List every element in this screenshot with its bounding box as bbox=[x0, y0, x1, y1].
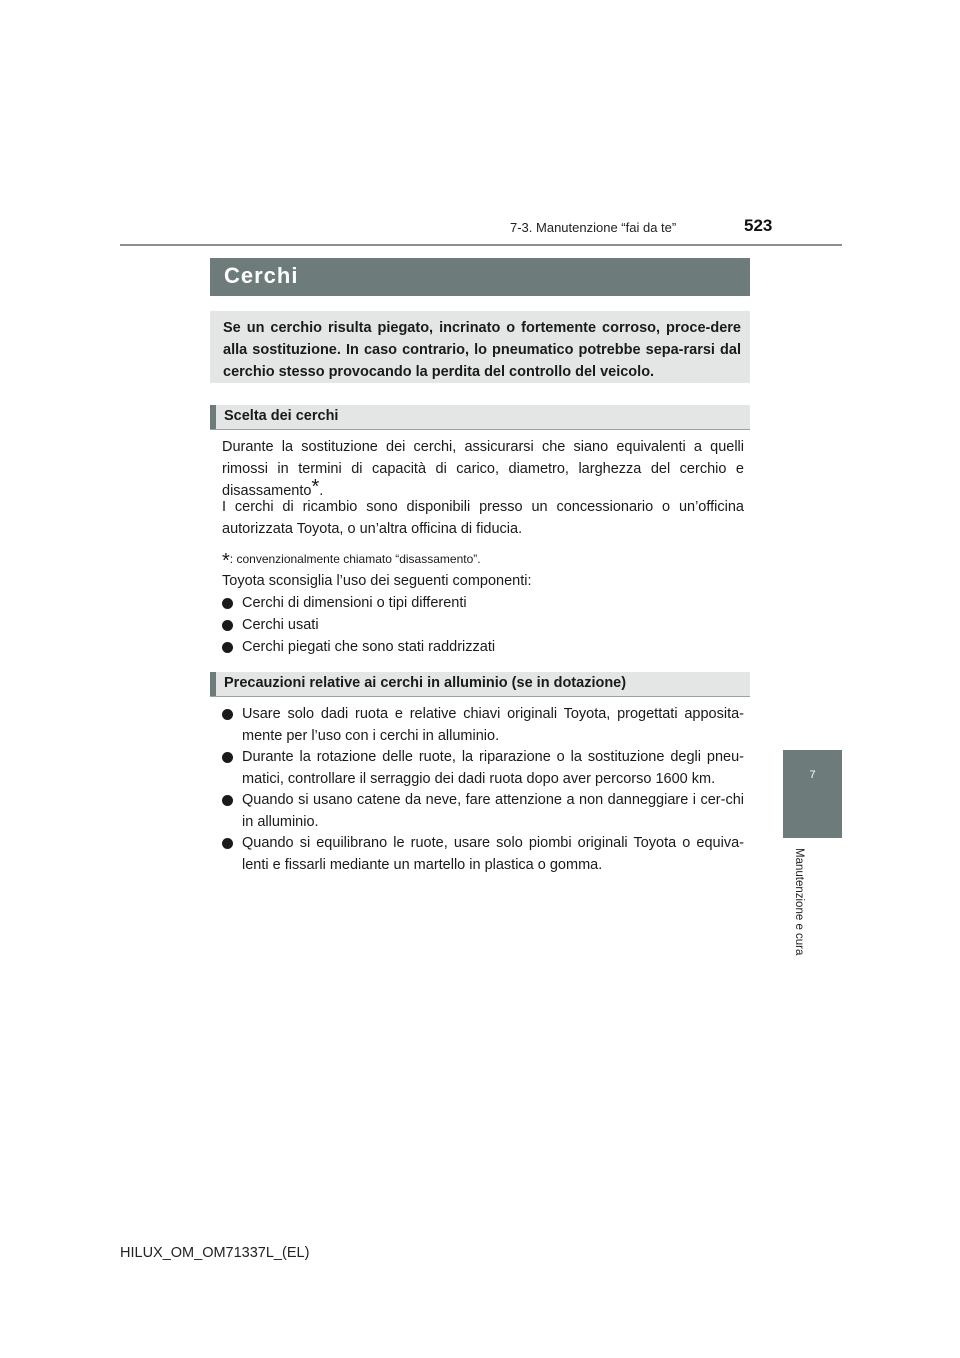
bullet-icon bbox=[222, 752, 233, 763]
list-item bbox=[222, 592, 744, 614]
header-section-title: 7-3. Manutenzione “fai da te” bbox=[510, 220, 677, 235]
list-item bbox=[222, 746, 744, 790]
bullet-icon bbox=[222, 642, 233, 653]
heading-accent-bar bbox=[210, 672, 216, 696]
list-item-text: Quando si equilibrano le ruote, usare solo piombi originali Toyota o equiva-lenti e fissarli mediante un martello in plastica o gomma. bbox=[242, 835, 744, 873]
page-number: 523 bbox=[744, 216, 773, 235]
list-item-text: Cerchi usati bbox=[242, 617, 319, 633]
intro-text: Se un cerchio risulta piegato, incrinato o fortemente corroso, proce-dere alla sostituzione. In caso contrario, lo pneumatico potrebbe sepa-rarsi dal cerchio stesso provocando la perdita del controllo del veicolo. bbox=[223, 320, 741, 380]
footnote bbox=[222, 546, 481, 572]
paragraph-rim-selection bbox=[222, 436, 744, 502]
list-item bbox=[222, 832, 744, 876]
list-item bbox=[222, 703, 744, 747]
header-rule bbox=[120, 244, 842, 246]
list-item bbox=[222, 789, 744, 833]
section-heading-text: Scelta dei cerchi bbox=[224, 408, 339, 424]
bullet-icon bbox=[222, 598, 233, 609]
bullet-icon bbox=[222, 620, 233, 631]
footnote-marker: * bbox=[311, 476, 320, 499]
paragraph-text: Durante la sostituzione dei cerchi, assicurarsi che siano equivalenti a quelli rimossi in termini di capacità di carico, diametro, larghezza del cerchio e disassamento bbox=[222, 439, 744, 499]
list-item-text: Quando si usano catene da neve, fare attenzione a non danneggiare i cer-chi in alluminio. bbox=[242, 792, 744, 830]
chapter-label-text: Manutenzione e cura bbox=[793, 848, 805, 956]
paragraph-spare-rims: I cerchi di ricambio sono disponibili presso un concessionario o un’officina autorizzata Toyota, o un’altra officina di fiducia. bbox=[222, 499, 744, 537]
section-heading-rims bbox=[210, 405, 750, 430]
bullet-icon bbox=[222, 838, 233, 849]
footer-code: HILUX_OM_OM71337L_(EL) bbox=[120, 1245, 310, 1261]
list-item-text: Durante la rotazione delle ruote, la riparazione o la sostituzione degli pneu-matici, controllare il serraggio dei dadi ruota dopo aver percorso 1600 km. bbox=[242, 749, 744, 787]
heading-accent-bar bbox=[210, 405, 216, 429]
section-heading-aluminium bbox=[210, 672, 750, 697]
page-title: Cerchi bbox=[224, 263, 299, 288]
list-item bbox=[222, 636, 744, 658]
bullet-icon bbox=[222, 709, 233, 720]
footnote-star: * bbox=[222, 550, 230, 572]
title-bar bbox=[210, 258, 750, 296]
list-item-text: Usare solo dadi ruota e relative chiavi originali Toyota, progettati apposita-mente per l’uso con i cerchi in alluminio. bbox=[242, 706, 744, 744]
chapter-label bbox=[787, 848, 809, 958]
chapter-number: 7 bbox=[809, 769, 816, 781]
list-intro: Toyota sconsiglia l’uso dei seguenti componenti: bbox=[222, 573, 532, 589]
list-item-text: Cerchi piegati che sono stati raddrizzati bbox=[242, 639, 496, 655]
chapter-tab bbox=[783, 750, 842, 838]
footnote-text: : convenzionalmente chiamato “disassamento”. bbox=[229, 552, 481, 566]
bullet-icon bbox=[222, 795, 233, 806]
intro-box bbox=[210, 311, 750, 383]
list-item bbox=[222, 614, 744, 636]
paragraph-end: . bbox=[319, 483, 324, 499]
list-item-text: Cerchi di dimensioni o tipi differenti bbox=[242, 595, 467, 611]
section-heading-text: Precauzioni relative ai cerchi in alluminio (se in dotazione) bbox=[224, 675, 627, 691]
